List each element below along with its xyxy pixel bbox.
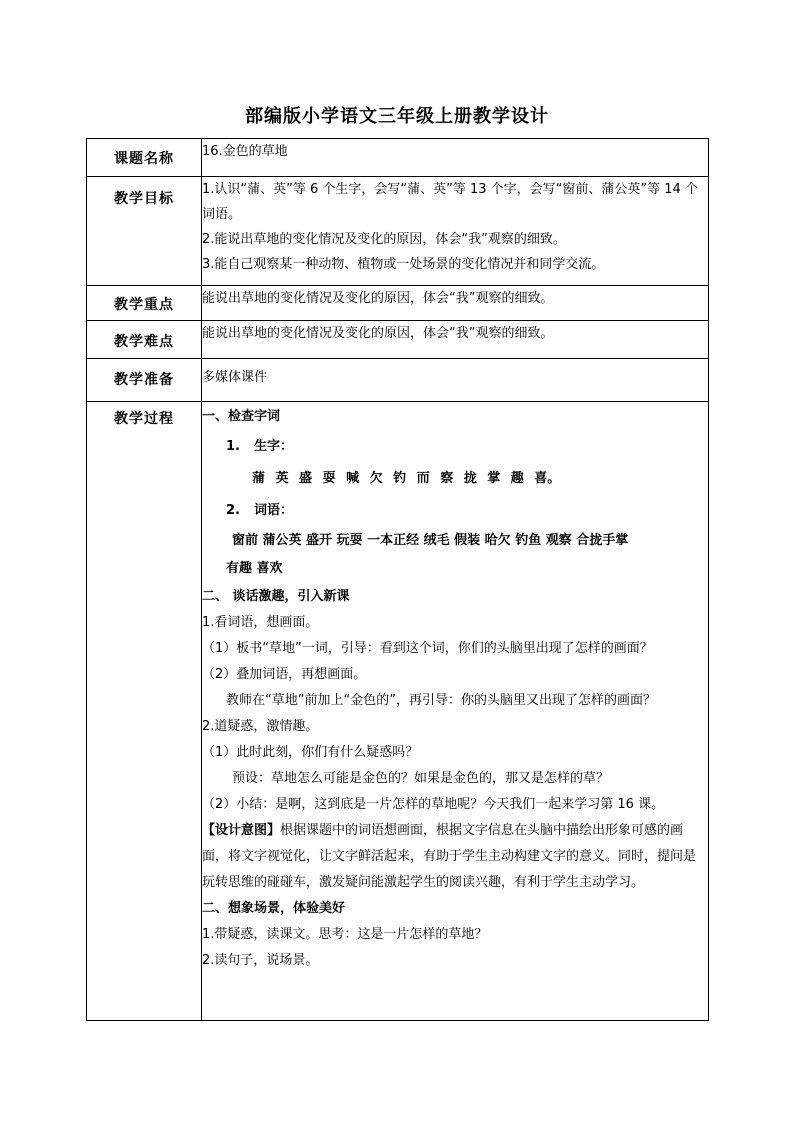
new-characters-list: 蒲 英 盛 耍 喊 欠 钓 而 察 拢 掌 趣 喜。 <box>252 471 561 486</box>
label-key: 教学重点 <box>87 286 202 321</box>
paragraph: （2）小结：是啊，这到底是一片怎样的草地呢？今天我们一起来学习第 16 课。 <box>202 797 665 812</box>
paragraph: 1.看词语，想画面。 <box>202 615 319 630</box>
value-process <box>202 402 709 1021</box>
row-goals <box>87 177 709 286</box>
label-difficult: 教学难点 <box>87 321 202 359</box>
row-prep <box>87 359 709 402</box>
section-2-heading: 二、 谈话激趣，引入新课 <box>202 589 350 604</box>
paragraph: 2.道疑惑，激情趣。 <box>202 719 319 734</box>
design-intent: 【设计意图】根据课题中的词语想画面，根据文字信息在头脑中描绘出形象可感的画面，将文字视觉化，让文字鲜活起来，有助于学生主动构建文字的意义。同时，提问是玩转思维的碰碰车，激发疑问能激起学生的阅读兴趣，有利于学生主动学习。 <box>202 823 697 890</box>
vocabulary-list: 窗前 蒲公英 盛开 玩耍 一本正经 绒毛 假装 哈欠 钓鱼 观察 合拢手掌 <box>232 533 629 548</box>
value-prep: 多媒体课件 <box>202 359 709 402</box>
item-new-characters: 1. 生字： <box>226 439 294 454</box>
section-3-heading: 二、想象场景，体验美好 <box>202 901 346 916</box>
label-topic: 课题名称 <box>87 139 202 177</box>
lesson-plan-table <box>86 138 709 1021</box>
value-topic: 16.金色的草地 <box>202 139 709 177</box>
paragraph: （1）板书“草地”一词，引导：看到这个词，你们的头脑里出现了怎样的画面？ <box>202 641 653 656</box>
document-title: 部编版小学语文三年级上册教学设计 <box>245 106 549 127</box>
label-process: 教学过程 <box>87 402 202 1021</box>
paragraph: 预设：草地怎么可能是金色的？如果是金色的，那又是怎样的草？ <box>232 771 610 786</box>
row-key <box>87 286 709 321</box>
paragraph: （2）叠加词语，再想画面。 <box>202 667 367 682</box>
paragraph: （1）此时此刻，你们有什么疑惑吗？ <box>202 745 419 760</box>
value-difficult: 能说出草地的变化情况及变化的原因，体会“我”观察的细致。 <box>202 321 709 359</box>
value-goals <box>202 177 709 286</box>
goal-1: 1.认识“蒲、英”等 6 个生字，会写“蒲、英”等 13 个字，会写“窗前、蒲公英”等 14 个词语。 <box>202 182 698 222</box>
row-difficult <box>87 321 709 359</box>
row-process <box>87 402 709 1021</box>
paragraph: 1.带疑惑，读课文。思考：这是一片怎样的草地？ <box>202 927 488 942</box>
goal-3: 3.能自己观察某一种动物、植物或一处场景的变化情况并和同学交流。 <box>202 257 605 272</box>
row-topic <box>87 139 709 177</box>
paragraph: 2.读句子，说场景。 <box>202 953 319 968</box>
section-1-heading: 一、检查字词 <box>202 409 281 424</box>
paragraph: 教师在“草地”前加上“金色的”，再引导：你的头脑里又出现了怎样的画面？ <box>226 693 656 708</box>
label-prep: 教学准备 <box>87 359 202 402</box>
vocabulary-list-cont: 有趣 喜欢 <box>226 561 283 576</box>
label-goals: 教学目标 <box>87 177 202 286</box>
item-vocabulary: 2. 词语： <box>226 503 294 518</box>
value-key: 能说出草地的变化情况及变化的原因，体会“我”观察的细致。 <box>202 286 709 321</box>
goal-2: 2.能说出草地的变化情况及变化的原因，体会“我”观察的细致。 <box>202 232 566 247</box>
